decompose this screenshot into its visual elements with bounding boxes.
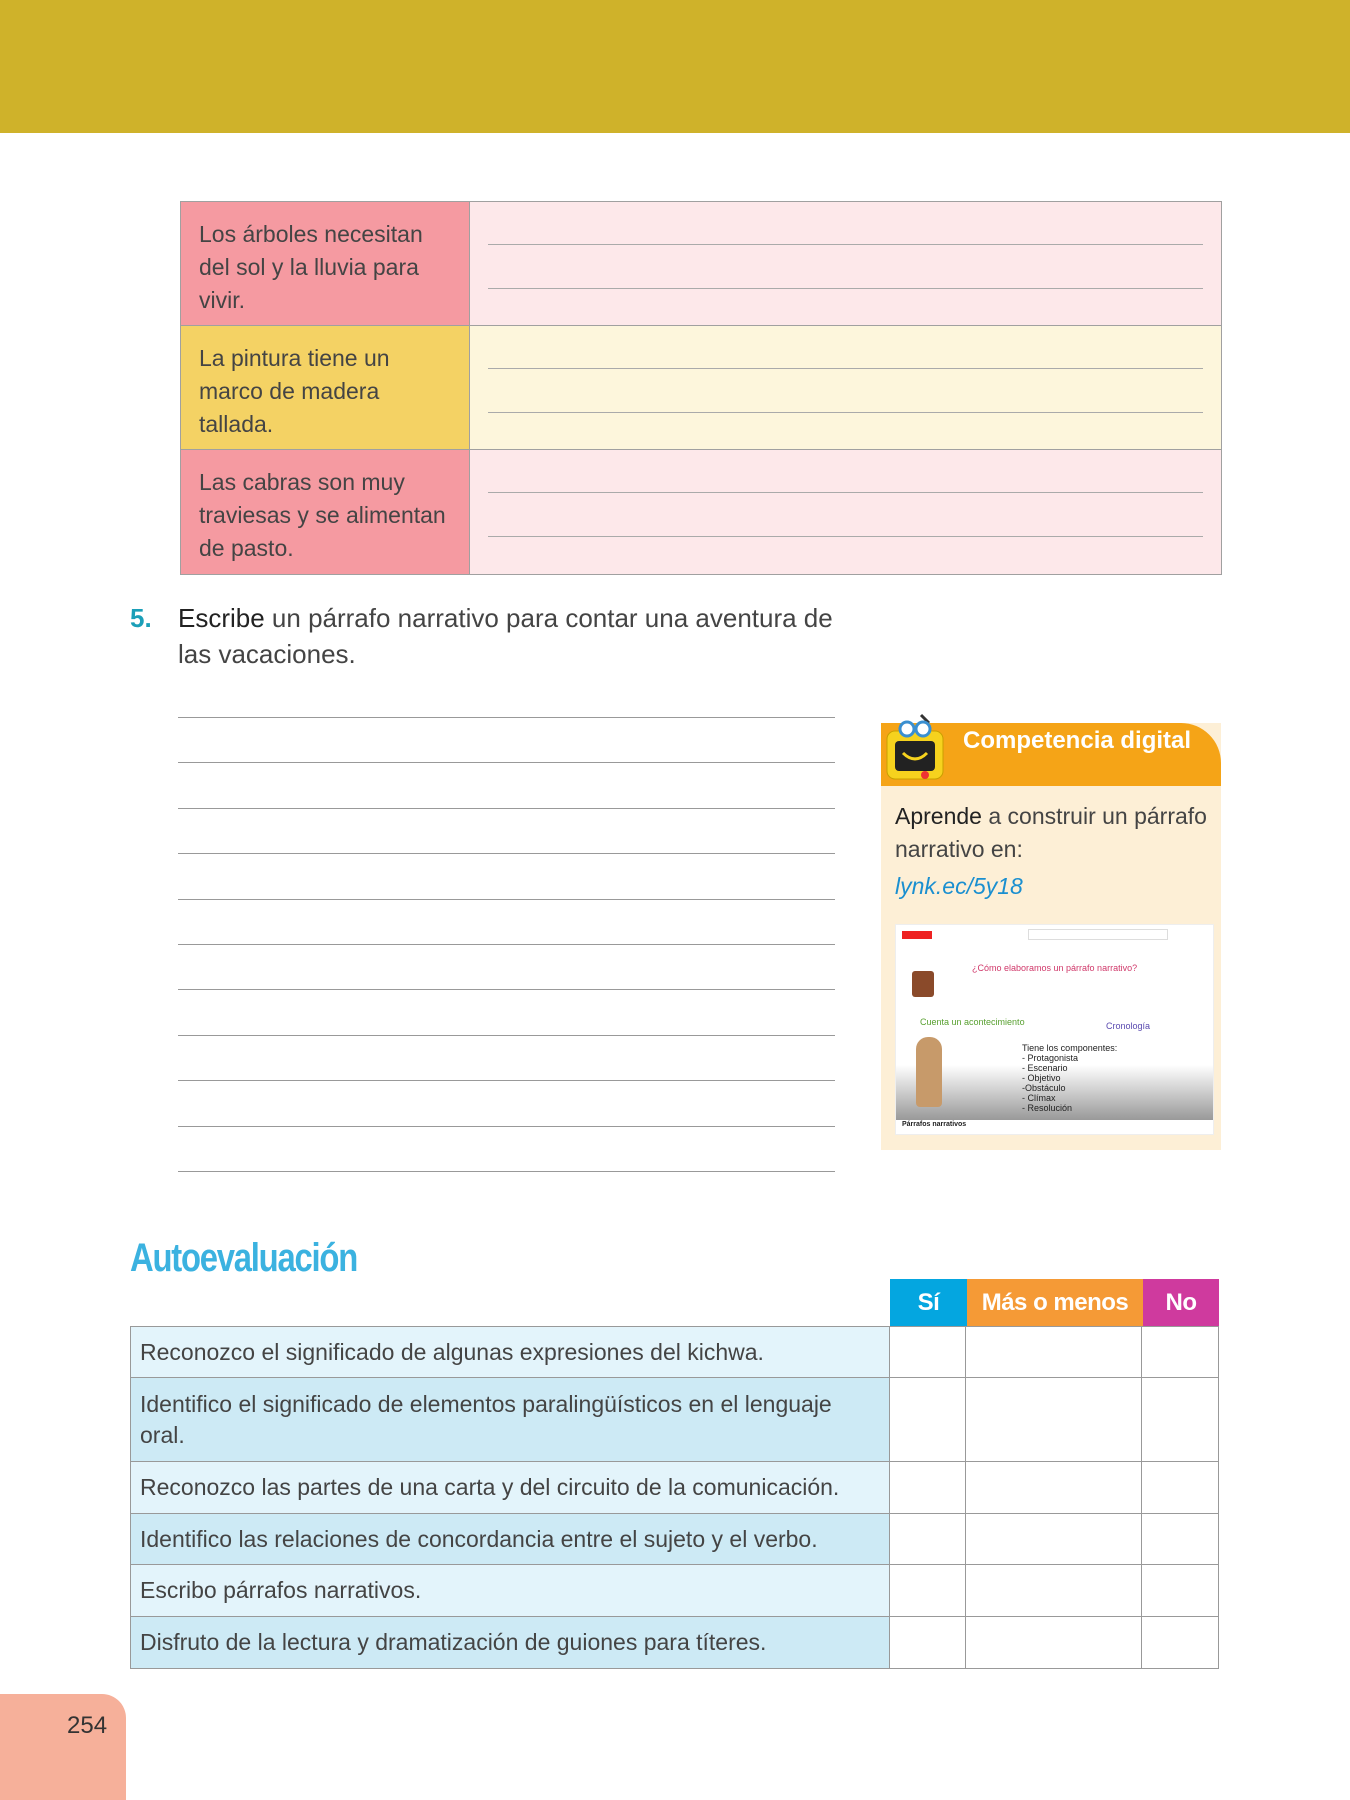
table-row xyxy=(131,1462,1218,1514)
checkbox-cell-si[interactable] xyxy=(890,1378,967,1461)
book-icon xyxy=(912,971,934,997)
sentence-cell: Las cabras son muy traviesas y se alimentan de pasto. xyxy=(181,450,470,574)
checkbox-cell-si[interactable] xyxy=(890,1514,967,1564)
checkbox-cell-mas-o-menos[interactable] xyxy=(966,1462,1142,1513)
page-number: 254 xyxy=(0,1694,126,1800)
sentence-cell: Los árboles necesitan del sol y la lluvia para vivir. xyxy=(181,202,470,325)
robot-icon xyxy=(881,713,953,793)
box-text: a construir un párrafo narrativo en: xyxy=(895,803,1207,862)
video-right-label: Cronología xyxy=(1106,1021,1151,1031)
writing-line[interactable] xyxy=(178,944,835,945)
box-title: Competencia digital xyxy=(963,727,1192,754)
checkbox-cell-si[interactable] xyxy=(890,1327,967,1377)
checkbox-cell-mas-o-menos[interactable] xyxy=(966,1617,1142,1668)
criterion-cell: Disfruto de la lectura y dramatización de guiones para títeres. xyxy=(131,1617,890,1668)
video-thumbnail[interactable] xyxy=(895,924,1214,1135)
checkbox-cell-mas-o-menos[interactable] xyxy=(966,1514,1142,1564)
sentences-table xyxy=(180,201,1222,575)
competencia-digital-box xyxy=(881,723,1221,1150)
resource-link[interactable]: lynk.ec/5y18 xyxy=(895,873,1023,899)
checkbox-cell-si[interactable] xyxy=(890,1462,967,1513)
checkbox-cell-si[interactable] xyxy=(890,1617,967,1668)
search-bar xyxy=(1028,929,1168,940)
checkbox-cell-si[interactable] xyxy=(890,1565,967,1616)
column-header-no: No xyxy=(1143,1279,1219,1326)
checkbox-cell-mas-o-menos[interactable] xyxy=(966,1565,1142,1616)
answer-cell[interactable] xyxy=(470,326,1221,449)
writing-line[interactable] xyxy=(178,853,835,854)
checkbox-cell-no[interactable] xyxy=(1142,1617,1218,1668)
writing-line[interactable] xyxy=(178,717,835,718)
checkbox-cell-no[interactable] xyxy=(1142,1565,1218,1616)
question-number: 5. xyxy=(130,603,152,633)
checkbox-cell-mas-o-menos[interactable] xyxy=(966,1327,1142,1377)
answer-cell[interactable] xyxy=(470,450,1221,574)
video-caption: Párrafos narrativos xyxy=(902,1121,967,1128)
answer-cell[interactable] xyxy=(470,202,1221,325)
writing-line[interactable] xyxy=(178,1171,835,1172)
criterion-cell: Reconozco el significado de algunas expresiones del kichwa. xyxy=(131,1327,890,1377)
writing-line[interactable] xyxy=(178,1126,835,1127)
video-heading: ¿Cómo elaboramos un párrafo narrativo? xyxy=(972,963,1138,973)
criterion-cell: Escribo párrafos narrativos. xyxy=(131,1565,890,1616)
table-row xyxy=(131,1617,1218,1668)
writing-line[interactable] xyxy=(178,1080,835,1081)
writing-line[interactable] xyxy=(178,899,835,900)
question-5 xyxy=(130,600,870,672)
column-header-mas-o-menos: Más o menos xyxy=(967,1279,1143,1326)
table-row xyxy=(181,202,1221,326)
table-row xyxy=(131,1565,1218,1617)
writing-line[interactable] xyxy=(178,989,835,990)
section-title: Autoevaluación xyxy=(130,1236,358,1280)
column-header-si: Sí xyxy=(890,1279,967,1326)
table-row xyxy=(131,1514,1218,1565)
checkbox-cell-no[interactable] xyxy=(1142,1462,1218,1513)
question-text: un párrafo narrativo para contar una aventura de las vacaciones. xyxy=(178,603,833,669)
teacher-figure-icon xyxy=(916,1037,942,1107)
writing-line[interactable] xyxy=(178,762,835,763)
table-row xyxy=(131,1327,1218,1378)
checkbox-cell-no[interactable] xyxy=(1142,1514,1218,1564)
checkbox-cell-no[interactable] xyxy=(1142,1378,1218,1461)
header-band xyxy=(0,0,1350,133)
self-evaluation-table xyxy=(130,1326,1219,1669)
writing-line[interactable] xyxy=(178,1035,835,1036)
criterion-cell: Reconozco las partes de una carta y del circuito de la comunicación. xyxy=(131,1462,890,1513)
writing-line[interactable] xyxy=(178,808,835,809)
video-list: Tiene los componentes: - Protagonista - Escenario - Objetivo -Obstáculo - Clímax - Resolución xyxy=(1022,1043,1118,1113)
criterion-cell: Identifico el significado de elementos paralingüísticos en el lenguaje oral. xyxy=(131,1378,890,1461)
table-row xyxy=(131,1378,1218,1462)
criterion-cell: Identifico las relaciones de concordancia entre el sujeto y el verbo. xyxy=(131,1514,890,1564)
table-row xyxy=(181,450,1221,574)
youtube-logo-icon xyxy=(902,931,932,939)
video-left-label: Cuenta un acontecimiento xyxy=(920,1017,1025,1027)
sentence-cell: La pintura tiene un marco de madera tallada. xyxy=(181,326,470,449)
question-verb: Escribe xyxy=(178,603,265,633)
checkbox-cell-mas-o-menos[interactable] xyxy=(966,1378,1142,1461)
table-row xyxy=(181,326,1221,450)
aprende-verb: Aprende xyxy=(895,803,982,829)
checkbox-cell-no[interactable] xyxy=(1142,1327,1218,1377)
